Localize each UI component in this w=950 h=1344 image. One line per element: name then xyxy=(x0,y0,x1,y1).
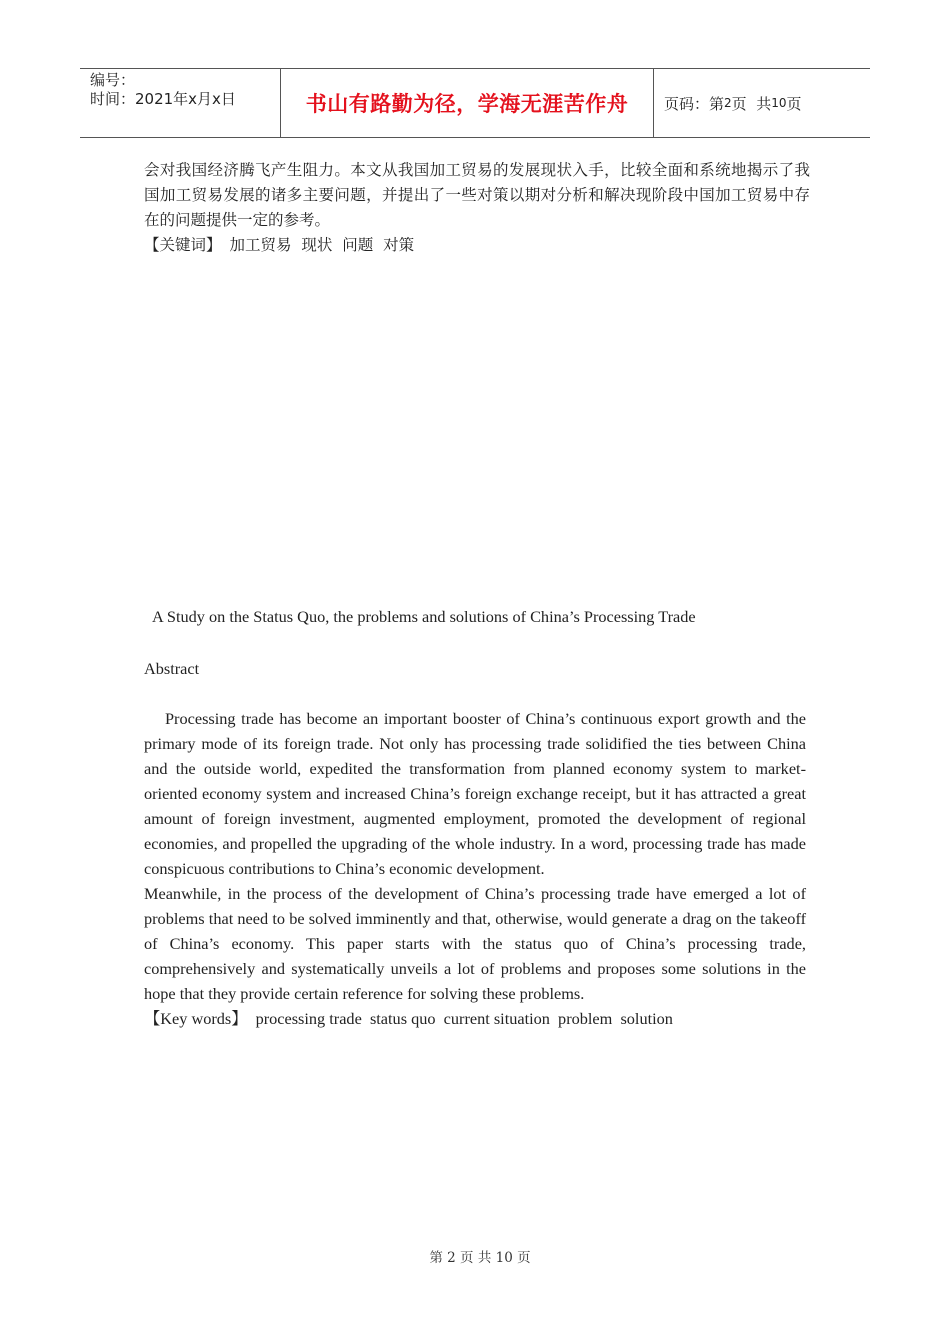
chinese-keywords-label: 【关键词】 xyxy=(144,236,222,254)
page-mid: 页 共 xyxy=(731,94,772,113)
chinese-abstract-continuation: 会对我国经济腾飞产生阻力。本文从我国加工贸易的发展现状入手，比较全面和系统地揭示了我国加工贸易发展的诸多主要问题，并提出了一些对策以期对分析和解决现阶段中国加工贸易中存在的问题提供一定的参考。 xyxy=(144,161,810,229)
footer-page-number: 第 2 页 共 10 页 xyxy=(429,1250,531,1266)
chinese-keywords xyxy=(144,233,810,258)
page-prefix: 页码：第 xyxy=(664,94,725,113)
abstract-heading: Abstract xyxy=(144,659,200,678)
time-label: 时间：2021年x月x日 xyxy=(90,90,236,108)
page-header xyxy=(80,68,870,138)
page-total: 10 xyxy=(771,96,787,110)
page-current: 2 xyxy=(724,96,732,110)
chinese-keywords-text: 加工贸易 现状 问题 对策 xyxy=(229,236,415,254)
english-keywords-text: processing trade status quo current situation problem solution xyxy=(255,1009,673,1028)
header-motto: 书山有路勤为径，学海无涯苦作舟 xyxy=(281,69,654,137)
english-title: A Study on the Status Quo, the problems and solutions of China’s Processing Trade xyxy=(152,607,696,626)
english-keywords-label: 【Key words】 xyxy=(144,1009,248,1028)
header-meta xyxy=(80,69,281,137)
page-footer xyxy=(0,1246,950,1266)
english-keywords xyxy=(144,1006,806,1031)
number-label: 编号： xyxy=(90,71,136,89)
abstract-paragraph-2: Meanwhile, in the process of the development of China’s processing trade have emerged a lot of problems that need to be solved imminently and that, otherwise, would generate a drag on the takeoff of China’s economy. This paper starts with the status quo of China’s processing trade, comprehensively and systematically unveils a lot of problems and proposes some solutions in the hope that they provide certain reference for solving these problems. xyxy=(144,884,806,1003)
page-suffix: 页 xyxy=(786,94,802,113)
header-page-info xyxy=(654,69,870,137)
abstract-paragraph-1: Processing trade has become an important booster of China’s continuous export growth and the primary mode of its foreign trade. Not only has processing trade solidified the ties between China and the outside world, expedited the transformation from planned economy system to market-oriented economy system and increased China’s foreign exchange receipt, but it has attracted a great amount of foreign investment, augmented employment, promoted the development of regional economies, and propelled the upgrading of the whole industry. In a word, processing trade has made conspicuous contributions to China’s economic development. xyxy=(144,709,806,878)
